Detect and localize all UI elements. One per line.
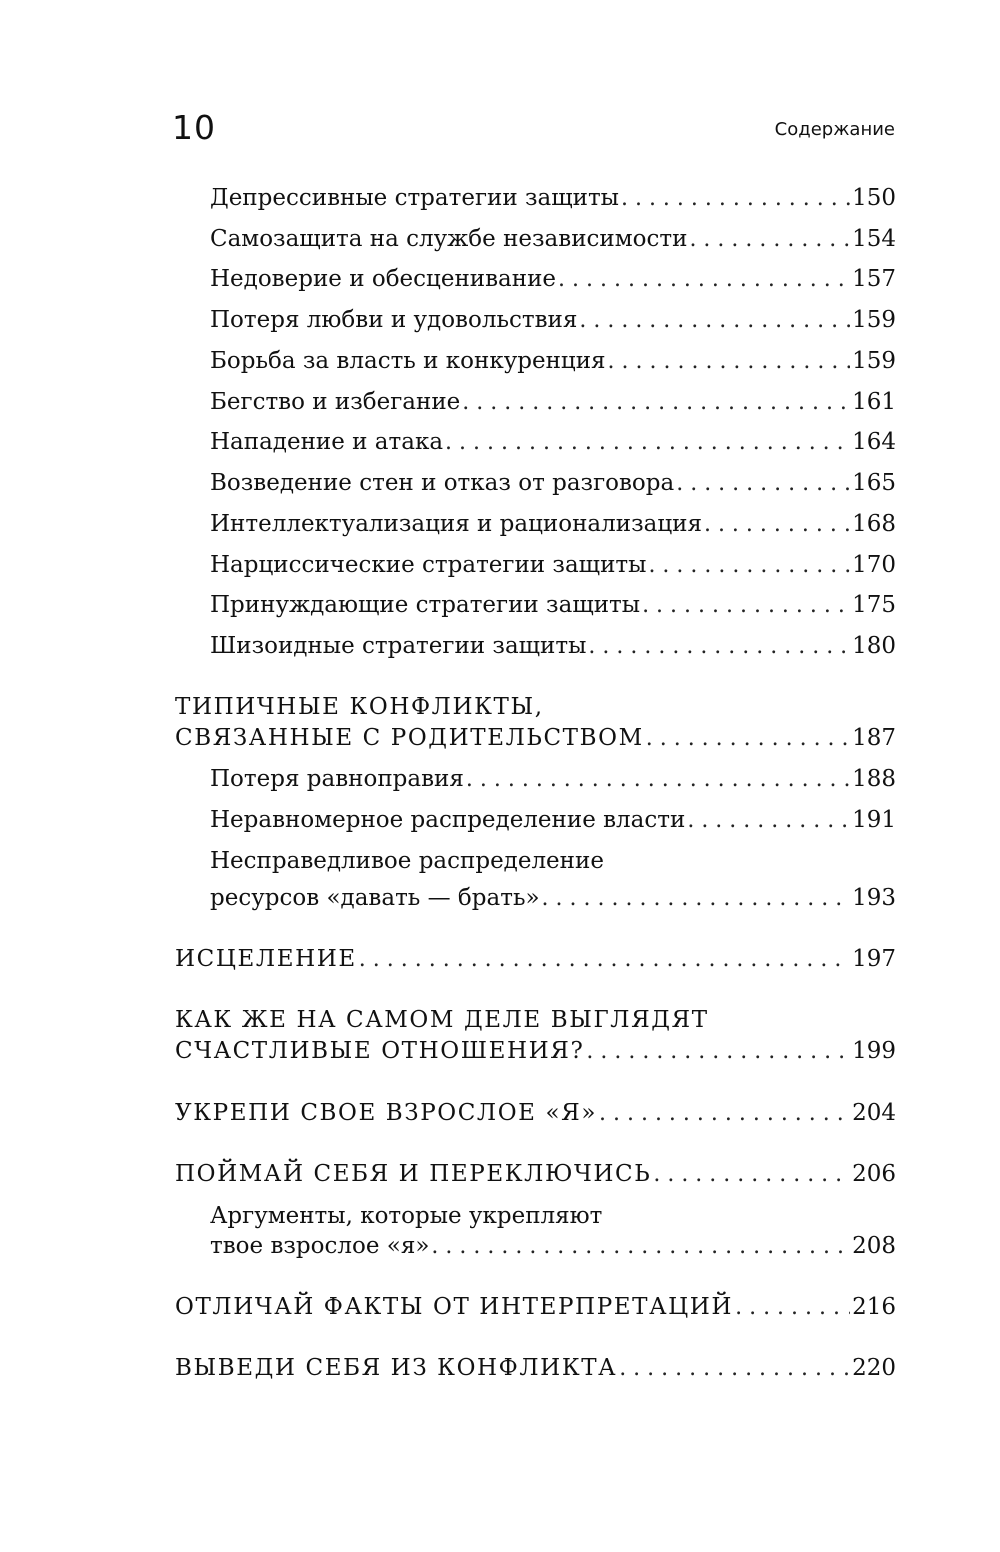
- toc-entry: [210, 759, 896, 800]
- dot-leader: [676, 464, 850, 504]
- toc-chapter: [175, 1348, 896, 1389]
- toc-entry-title: Борьба за власть и конкуренция: [210, 348, 606, 374]
- toc-chapter-page: 216: [852, 1294, 896, 1320]
- toc-chapter: [175, 1287, 896, 1328]
- toc-chapter-title: ОТЛИЧАЙ ФАКТЫ ОТ ИНТЕРПРЕТАЦИЙ: [175, 1294, 734, 1320]
- toc-chapter-title: СЧАСТЛИВЫЕ ОТНОШЕНИЯ?: [175, 1038, 585, 1064]
- dot-leader: [608, 342, 851, 382]
- toc-entry: [210, 341, 896, 382]
- toc-entry-title: Депрессивные стратегии защиты: [210, 185, 619, 211]
- dot-leader: [687, 801, 850, 841]
- toc-entry: [210, 463, 896, 504]
- toc-entry-page: 165: [852, 470, 896, 496]
- dot-leader: [579, 301, 850, 341]
- toc-entry-title: Шизоидные стратегии защиты: [210, 633, 587, 659]
- toc-entry-title-line: Аргументы, которые укрепляют: [210, 1203, 603, 1229]
- toc-chapter-page: 204: [852, 1100, 896, 1126]
- toc-chapter-page: 197: [852, 946, 896, 972]
- dot-leader: [704, 505, 850, 545]
- dot-leader: [586, 1032, 850, 1072]
- toc-entry-page: 154: [852, 226, 896, 252]
- toc-entry: [210, 259, 896, 300]
- toc-chapter: [175, 1031, 896, 1072]
- dot-leader: [646, 719, 850, 759]
- toc-entry: [210, 800, 896, 841]
- toc-entry-page: 208: [852, 1233, 896, 1259]
- toc-entry-page: 175: [852, 592, 896, 618]
- page-number: 10: [172, 108, 216, 147]
- toc-chapter-title: СВЯЗАННЫЕ С РОДИТЕЛЬСТВОМ: [175, 725, 644, 751]
- dot-leader: [648, 546, 850, 586]
- dot-leader: [542, 879, 851, 919]
- toc-entry-page: 188: [852, 766, 896, 792]
- dot-leader: [653, 1155, 850, 1195]
- dot-leader: [466, 760, 850, 800]
- toc-entry-page: 191: [852, 807, 896, 833]
- toc-entry-page: 170: [852, 552, 896, 578]
- toc-entry: [210, 300, 896, 341]
- toc-chapter-page: 199: [852, 1038, 896, 1064]
- dot-leader: [689, 220, 850, 260]
- toc-entry: [210, 178, 896, 219]
- toc-entry: [210, 878, 896, 919]
- running-head: Содержание: [774, 119, 895, 140]
- dot-leader: [445, 423, 850, 463]
- dot-leader: [431, 1227, 850, 1267]
- toc-entry-title-line: Несправедливое распределение: [210, 848, 604, 874]
- toc-entry: [210, 626, 896, 667]
- toc-chapter-title-line: КАК ЖЕ НА САМОМ ДЕЛЕ ВЫГЛЯДЯТ: [175, 1007, 709, 1033]
- toc-chapter-title: УКРЕПИ СВОЕ ВЗРОСЛОЕ «Я»: [175, 1100, 597, 1126]
- dot-leader: [588, 627, 850, 667]
- toc-entry: [210, 1226, 896, 1267]
- toc-chapter-page: 206: [852, 1161, 896, 1187]
- toc-entry-page: 164: [852, 429, 896, 455]
- dot-leader: [621, 179, 850, 219]
- toc-entry-title: Потеря равноправия: [210, 766, 464, 792]
- toc-entry-page: 161: [852, 389, 896, 415]
- toc-entry-page: 150: [852, 185, 896, 211]
- toc-entry: [210, 504, 896, 545]
- toc-entry-page: 180: [852, 633, 896, 659]
- toc-entry-title: ресурсов «давать — брать»: [210, 885, 540, 911]
- dot-leader: [359, 940, 850, 980]
- toc-chapter: [175, 1093, 896, 1134]
- toc-chapter-title: ИСЦЕЛЕНИЕ: [175, 946, 357, 972]
- toc-entry-title: Самозащита на службе независимости: [210, 226, 688, 252]
- toc-entry-page: 168: [852, 511, 896, 537]
- toc-chapter: [175, 1154, 896, 1195]
- toc-entry-title: Нападение и атака: [210, 429, 444, 455]
- dot-leader: [599, 1094, 850, 1134]
- toc-chapter: [175, 939, 896, 980]
- toc-chapter-title-line: ТИПИЧНЫЕ КОНФЛИКТЫ,: [175, 694, 544, 720]
- toc-entry-title: Недоверие и обесценивание: [210, 266, 557, 292]
- toc-entry-title: Возведение стен и отказ от разговора: [210, 470, 675, 496]
- toc-chapter-page: 220: [852, 1355, 896, 1381]
- toc-entry: [210, 219, 896, 260]
- toc-entry: [210, 585, 896, 626]
- toc-entry-title: Неравномерное распределение власти: [210, 807, 686, 833]
- toc-chapter: [175, 718, 896, 759]
- toc-entry-title: Принуждающие стратегии защиты: [210, 592, 641, 618]
- dot-leader: [735, 1288, 850, 1328]
- toc-entry-page: 159: [852, 348, 896, 374]
- dot-leader: [558, 260, 850, 300]
- toc-chapter-title: ВЫВЕДИ СЕБЯ ИЗ КОНФЛИКТА: [175, 1355, 618, 1381]
- toc-entry-page: 157: [852, 266, 896, 292]
- dot-leader: [619, 1349, 850, 1389]
- toc-entry-page: 193: [852, 885, 896, 911]
- page-header: [0, 0, 1000, 160]
- toc-chapter-page: 187: [852, 725, 896, 751]
- toc-entry-title: Потеря любви и удовольствия: [210, 307, 578, 333]
- dot-leader: [462, 383, 850, 423]
- toc-entry: [210, 382, 896, 423]
- dot-leader: [642, 586, 850, 626]
- toc-entry-page: 159: [852, 307, 896, 333]
- toc-entry: [210, 545, 896, 586]
- toc-entry-title: твое взрослое «я»: [210, 1233, 430, 1259]
- toc-entry: [210, 422, 896, 463]
- toc-entry-title: Нарциссические стратегии защиты: [210, 552, 647, 578]
- toc-entry-title: Интеллектуализация и рационализация: [210, 511, 702, 537]
- toc-entry-title: Бегство и избегание: [210, 389, 461, 415]
- toc-chapter-title: ПОЙМАЙ СЕБЯ И ПЕРЕКЛЮЧИСЬ: [175, 1161, 652, 1187]
